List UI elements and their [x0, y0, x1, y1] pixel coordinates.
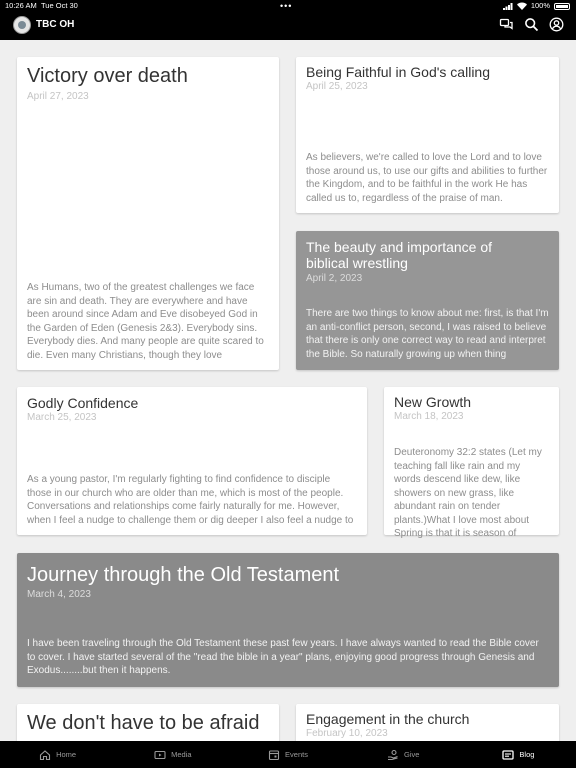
status-time: 10:26 AM [5, 1, 37, 10]
post-date: March 18, 2023 [394, 411, 464, 422]
post-date: April 2, 2023 [306, 273, 363, 284]
blog-post-card[interactable] [384, 387, 559, 539]
post-date: April 25, 2023 [306, 81, 368, 92]
post-title: Being Faithful in God's calling [306, 64, 490, 80]
nav-label: Events [285, 750, 308, 759]
search-icon[interactable] [524, 17, 539, 32]
nav-label: Media [171, 750, 192, 759]
post-date: April 27, 2023 [27, 91, 89, 102]
bottom-nav [0, 741, 576, 768]
post-title: Godly Confidence [27, 395, 139, 411]
nav-give[interactable] [346, 741, 461, 768]
wifi-icon [517, 3, 527, 10]
blog-post-card[interactable] [17, 553, 559, 687]
nav-blog[interactable] [461, 741, 576, 768]
battery-icon [554, 3, 570, 10]
post-excerpt: As a young pastor, I'm regularly fighting to find confidence to disciple those in our church who are older than me, which is most of the people. Conversations and relationships come fairly naturally for me. However, when I feel a nudge to challenge them or dig deeper I also feel a nudge to [27, 474, 354, 526]
home-icon [39, 749, 51, 761]
nav-home[interactable] [0, 741, 115, 768]
blog-post-card[interactable] [296, 57, 559, 213]
account-icon[interactable] [549, 17, 564, 32]
nav-label: Home [56, 750, 77, 759]
blog-icon [502, 749, 514, 761]
status-bar [0, 0, 576, 12]
app-bar [0, 12, 576, 40]
nav-media[interactable] [115, 741, 230, 768]
app-title: TBC OH [36, 19, 75, 30]
status-date: Tue Oct 30 [41, 1, 78, 10]
media-icon [154, 749, 166, 761]
blog-post-card[interactable] [296, 231, 559, 370]
chat-icon[interactable] [499, 17, 514, 32]
post-title: Victory over death [27, 65, 188, 87]
post-excerpt: As Humans, two of the greatest challenges we face are sin and death. They are everywhere and have been around since Adam and Eve disobeyed God in the Garden of Eden (Genesis 2&3). Everybody sins. Everybody dies. And many people are quite scared to die. Even many Christians, though they love [27, 282, 264, 361]
multitasking-dots-icon[interactable]: ••• [280, 1, 293, 11]
post-title: We don't have to be afraid [27, 712, 260, 734]
church-logo[interactable] [13, 16, 31, 34]
post-excerpt: Deuteronomy 32:2 states (Let my teaching fall like rain and my words descend like dew, like showers on new grass, like abundant rain on tender plants.)What I love most about Spring is that it is season of [394, 447, 542, 539]
post-excerpt: As believers, we're called to love the Lord and to love those around us, to use our gifts and abilities to further the Kingdom, and to be faithful in the work He has called us to, regardless of the praise of man. [306, 152, 548, 204]
post-title: The beauty and importance of biblical wrestling [306, 239, 493, 272]
app-bar-actions [499, 17, 564, 32]
nav-label: Blog [519, 750, 535, 759]
nav-events[interactable] [230, 741, 345, 768]
give-icon [387, 749, 399, 761]
status-indicators [503, 0, 570, 12]
post-title: Journey through the Old Testament [27, 564, 340, 586]
post-excerpt: There are two things to know about me: first, is that I'm an anti-conflict person, second, I was raised to believe that there is only one correct way to read and interpret the Bible. So naturally growing up when thing [306, 308, 549, 360]
events-icon [268, 749, 280, 761]
post-date: March 4, 2023 [27, 589, 91, 600]
battery-percent: 100% [530, 1, 550, 10]
blog-post-card[interactable] [17, 57, 279, 370]
post-date: February 10, 2023 [306, 728, 388, 739]
blog-post-card[interactable] [17, 387, 367, 535]
post-date: March 25, 2023 [27, 412, 97, 423]
post-title: New Growth [394, 394, 472, 410]
signal-icon [503, 3, 513, 10]
nav-label: Give [404, 750, 420, 759]
post-title: Engagement in the church [306, 711, 470, 727]
post-excerpt: I have been traveling through the Old Testament these past few years. I have always wanted to read the Bible cover to cover. I have started several of the "read the bible in a year" plans, enjoying good progress through Genesis and Exodus........but then it happens. [27, 638, 539, 676]
